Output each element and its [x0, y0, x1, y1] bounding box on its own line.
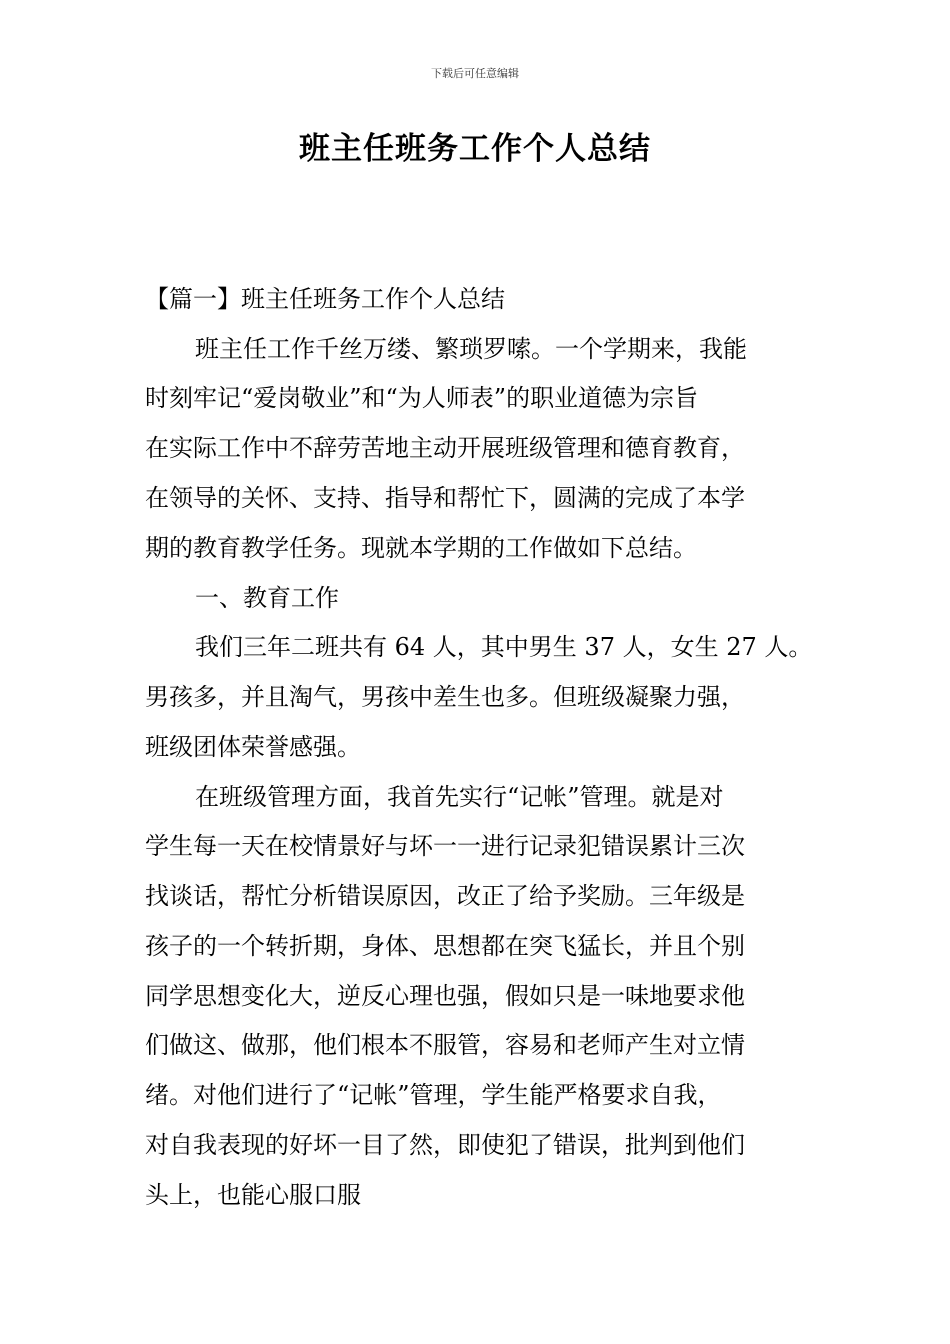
paragraph-line: 在班级管理方面，我首先实行“记帐”管理。就是对: [195, 783, 724, 811]
paragraph-line: 对自我表现的好坏一目了然，即使犯了错误，批判到他们: [145, 1131, 745, 1159]
paragraph-line: 在实际工作中不辞劳苦地主动开展班级管理和德育教育，: [145, 434, 745, 462]
paragraph-line: 绪。对他们进行了“记帐”管理，学生能严格要求自我，: [145, 1081, 722, 1109]
document-title: 班主任班务工作个人总结: [299, 131, 651, 167]
paragraph-line: 头上，也能心服口服: [145, 1181, 361, 1209]
section-heading: 【篇一】班主任班务工作个人总结: [145, 285, 505, 313]
paragraph-line: 们做这、做那，他们根本不服管，容易和老师产生对立情: [145, 1031, 745, 1059]
paragraph-line: 我们三年二班共有 64 人，其中男生 37 人，女生 27 人。: [195, 633, 813, 661]
paragraph-line: 在领导的关怀、支持、指导和帮忙下，圆满的完成了本学: [145, 484, 745, 512]
paragraph-line: 男孩多，并且淘气，男孩中差生也多。但班级凝聚力强，: [145, 683, 745, 711]
paragraph-line: 班级团体荣誉感强。: [145, 733, 361, 761]
paragraph-line: 期的教育教学任务。现就本学期的工作做如下总结。: [145, 534, 697, 562]
paragraph-line: 时刻牢记“爱岗敬业”和“为人师表”的职业道德为宗旨: [145, 384, 699, 412]
paragraph-line: 找谈话，帮忙分析错误原因，改正了给予奖励。三年级是: [145, 882, 745, 910]
paragraph-line: 同学思想变化大，逆反心理也强，假如只是一味地要求他: [145, 982, 745, 1010]
paragraph-line: 班主任工作千丝万缕、繁琐罗嗦。一个学期来，我能: [195, 335, 747, 363]
subsection-heading: 一、教育工作: [195, 584, 339, 612]
paragraph-line: 学生每一天在校情景好与坏一一进行记录犯错误累计三次: [145, 832, 745, 860]
header-note: 下载后可任意编辑: [431, 67, 519, 80]
paragraph-line: 孩子的一个转折期，身体、思想都在突飞猛长，并且个别: [145, 932, 745, 960]
